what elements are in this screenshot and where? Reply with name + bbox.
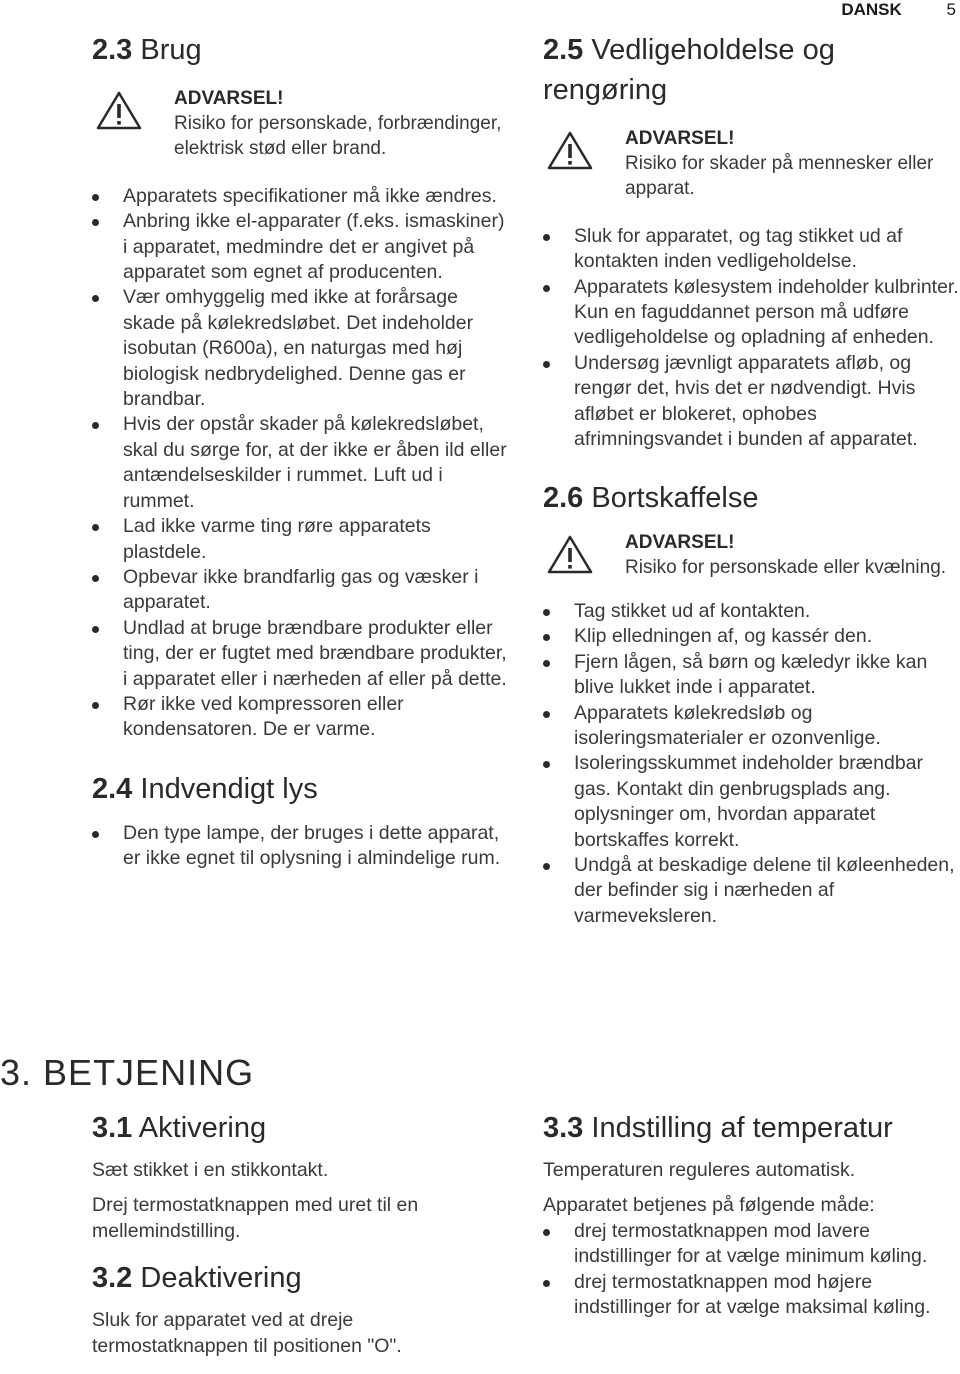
warning-box xyxy=(92,86,512,162)
bullet-list xyxy=(92,184,512,743)
list-item: Den type lampe, der bruges i dette apparat, er ikke egnet til oplysning i almindelige rum. xyxy=(92,821,512,872)
paragraph: Sluk for apparatet ved at dreje termostatknappen til positionen "O". xyxy=(92,1309,402,1357)
bullet-icon xyxy=(92,524,99,531)
bullet-icon xyxy=(92,219,99,226)
bullet-icon xyxy=(92,295,99,302)
warning-triangle-icon xyxy=(547,534,593,574)
list-item: Undersøg jævnligt apparatets afløb, og rengør det, hvis det er nødvendigt. Hvis afløbet er blokeret, ophobes afrimningsvandet i bunden af apparatet. xyxy=(543,351,960,453)
section-heading-3-2: 3.2 Deaktivering xyxy=(92,1262,302,1295)
section-heading-3-1: 3.1 Aktivering xyxy=(92,1112,267,1144)
section-heading-2-3: 2.3 Brug xyxy=(92,34,202,66)
bullet-icon xyxy=(543,634,550,641)
list-item: drej termostatknappen mod højere indstillinger for at vælge maksimal køling. xyxy=(543,1270,960,1321)
bullet-icon xyxy=(543,361,550,368)
left-column-top xyxy=(92,30,512,872)
list-item: Undlad at bruge brændbare produkter eller ting, der er fugtet med brændbare produkter, i apparatet eller i nærheden af eller på dette. xyxy=(92,616,512,692)
list-item: Apparatets kølesystem indeholder kulbrinter. Kun en faguddannet person må udføre vedligeholdelse og opladning af enheden. xyxy=(543,275,960,351)
warning-title: ADVARSEL! xyxy=(174,88,284,109)
list-item: Apparatets kølekredsløb og isoleringsmaterialer er ozonvenlige. xyxy=(543,701,960,752)
page-header xyxy=(841,0,956,22)
bullet-list xyxy=(543,1219,960,1321)
bullet-icon xyxy=(543,609,550,616)
bullet-icon xyxy=(543,234,550,241)
bullet-icon xyxy=(92,194,99,201)
bullet-icon xyxy=(543,863,550,870)
list-item: Opbevar ikke brandfarlig gas og væsker i apparatet. xyxy=(92,565,512,616)
list-item: Sluk for apparatet, og tag stikket ud af kontakten inden vedligeholdelse. xyxy=(543,224,960,275)
list-item: Klip elledningen af, og kassér den. xyxy=(543,624,960,649)
bullet-icon xyxy=(543,660,550,667)
bullet-icon xyxy=(543,1280,550,1287)
right-column-bottom xyxy=(543,1108,960,1320)
warning-box xyxy=(543,126,960,202)
list-item: Tag stikket ud af kontakten. xyxy=(543,599,960,624)
warning-title: ADVARSEL! xyxy=(625,532,735,554)
bullet-icon xyxy=(92,626,99,633)
chapter-heading: 3. BETJENING xyxy=(0,1052,255,1093)
list-item: drej termostatknappen mod lavere indstillinger for at vælge minimum køling. xyxy=(543,1219,960,1270)
paragraph: Drej termostatknappen med uret til en mellemindstilling. xyxy=(92,1194,419,1242)
right-column-top xyxy=(543,30,960,929)
list-item: Vær omhyggelig med ikke at forårsage skade på kølekredsløbet. Det indeholder isobutan (R600a), en naturgas med høj biologisk nedbrydelighed. Denne gas er brandbar. xyxy=(92,285,512,412)
list-item: Rør ikke ved kompressoren eller kondensatoren. De er varme. xyxy=(92,692,512,743)
list-item: Hvis der opstår skader på kølekredsløbet, skal du sørge for, at der ikke er åben ild eller antændelseskilder i rummet. Luft ud i rummet. xyxy=(92,412,512,514)
bullet-list xyxy=(543,599,960,929)
list-item: Fjern lågen, så børn og kæledyr ikke kan blive lukket inde i apparatet. xyxy=(543,650,960,701)
bullet-icon xyxy=(543,761,550,768)
bullet-icon xyxy=(543,1229,550,1236)
paragraph: Apparatet betjenes på følgende måde: xyxy=(543,1194,875,1217)
list-item: Undgå at beskadige delene til køleenheden, der befinder sig i nærheden af varmeveksleren. xyxy=(543,853,960,929)
warning-title: ADVARSEL! xyxy=(625,128,735,149)
bullet-list xyxy=(543,224,960,453)
bullet-icon xyxy=(543,285,550,292)
section-heading-2-5: 2.5 Vedligeholdelse og rengøring xyxy=(543,34,835,106)
warning-text: Risiko for personskade eller kvælning. xyxy=(625,557,947,579)
bullet-icon xyxy=(92,422,99,429)
bullet-icon xyxy=(92,702,99,709)
warning-triangle-icon xyxy=(547,130,593,170)
warning-text: Risiko for skader på mennesker eller apparat. xyxy=(625,153,934,200)
paragraph: Sæt stikket i en stikkontakt. xyxy=(92,1159,329,1181)
warning-triangle-icon xyxy=(96,90,142,130)
left-column-bottom xyxy=(92,1108,512,1359)
list-item: Lad ikke varme ting røre apparatets plastdele. xyxy=(92,514,512,565)
page-number: 5 xyxy=(946,0,956,19)
warning-box xyxy=(543,530,960,580)
list-item: Isoleringsskummet indeholder brændbar gas. Kontakt din genbrugsplads ang. oplysninger om, hvordan apparatet bortskaffes korrekt. xyxy=(543,751,960,853)
list-item: Apparatets specifikationer må ikke ændres. xyxy=(92,184,512,209)
language-label: DANSK xyxy=(841,0,902,19)
bullet-icon xyxy=(92,831,99,838)
bullet-icon xyxy=(92,575,99,582)
section-heading-3-3: 3.3 Indstilling af temperatur xyxy=(543,1112,893,1144)
warning-text: Risiko for personskade, forbrændinger, elektrisk stød eller brand. xyxy=(174,113,502,160)
bullet-icon xyxy=(543,711,550,718)
paragraph: Temperaturen reguleres automatisk. xyxy=(543,1159,856,1181)
section-heading-2-4: 2.4 Indvendigt lys xyxy=(92,772,318,805)
list-item: Anbring ikke el-apparater (f.eks. ismaskiner) i apparatet, medmindre det er angivet på apparatet som egnet af producenten. xyxy=(92,209,512,285)
section-heading-2-6: 2.6 Bortskaffelse xyxy=(543,482,759,515)
bullet-list xyxy=(92,821,512,872)
